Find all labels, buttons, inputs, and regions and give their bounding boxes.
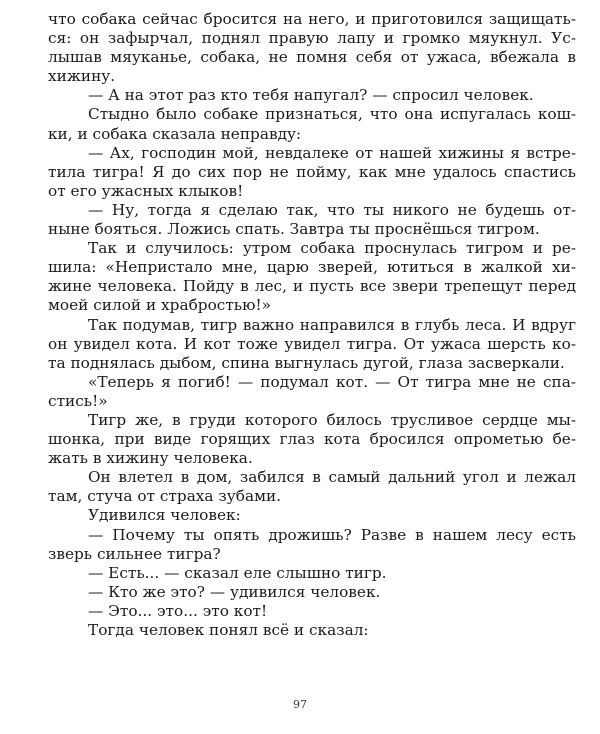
text-line: там, стуча от страха зубами.	[48, 487, 282, 506]
text-line: — Есть... — сказал еле слышно тигр.	[88, 563, 387, 582]
text-line: он увидел кота. И кот тоже увидел тигра. От ужаса шерсть ко-	[48, 334, 576, 353]
text-line: Стыдно было собаке признаться, что она испугалась кош-	[88, 105, 576, 124]
text-line: «Теперь я погиб! — подумал кот. — От тигра мне не спа-	[88, 372, 576, 391]
text-line: шонка, при виде горящих глаз кота бросился опрометью бе-	[48, 430, 576, 449]
text-line: Тигр же, в груди которого билось трусливое сердце мы-	[88, 410, 576, 429]
text-line: ныне бояться. Ложись спать. Завтра ты проснёшься тигром.	[48, 220, 540, 239]
text-line: та поднялась дыбом, спина выгнулась дугой, глаза засверкали.	[48, 353, 565, 372]
text-line: — Ну, тогда я сделаю так, что ты никого не будешь от-	[88, 200, 576, 219]
text-line: зверь сильнее тигра?	[48, 544, 221, 563]
text-line: тила тигра! Я до сих пор не пойму, как мне удалось спастись	[48, 162, 576, 181]
text-line: — А на этот раз кто тебя напугал? — спросил человек.	[88, 86, 534, 105]
text-line: шила: «Непристало мне, царю зверей, ютиться в жалкой хи-	[48, 258, 576, 277]
text-line: моей силой и храбростью!»	[48, 296, 271, 315]
text-line: жине человека. Пойду в лес, и пусть все звери трепещут перед	[48, 277, 576, 296]
text-line: — Это... это... это кот!	[88, 601, 268, 620]
text-line: Так и случилось: утром собака проснулась тигром и ре-	[88, 239, 576, 258]
text-line: Удивился человек:	[88, 506, 241, 525]
body-text	[48, 10, 576, 640]
text-line: ки, и собака сказала неправду:	[48, 124, 302, 143]
text-line: Так подумав, тигр важно направился в глубь леса. И вдруг	[88, 315, 576, 334]
text-line: лышав мяуканье, собака, не помня себя от ужаса, вбежала в	[48, 48, 576, 67]
text-line: стись!»	[48, 391, 108, 410]
text-line: что собака сейчас бросится на него, и приготовился защищать-	[48, 10, 576, 28]
text-line: жать в хижину человека.	[48, 449, 253, 468]
text-line: Тогда человек понял всё и сказал:	[88, 621, 369, 639]
text-line: — Ах, господин мой, невдалеке от нашей хижины я встре-	[88, 143, 576, 162]
text-line: — Кто же это? — удивился человек.	[88, 582, 381, 601]
text-line: хижину.	[48, 67, 116, 86]
text-line: ся: он зафырчал, поднял правую лапу и громко мяукнул. Ус-	[48, 29, 576, 48]
text-line: от его ужасных клыков!	[48, 181, 244, 200]
text-line: Он влетел в дом, забился в самый дальний угол и лежал	[88, 468, 576, 487]
text-line: — Почему ты опять дрожишь? Разве в нашем лесу есть	[88, 525, 576, 544]
page-number: 97	[293, 698, 307, 711]
